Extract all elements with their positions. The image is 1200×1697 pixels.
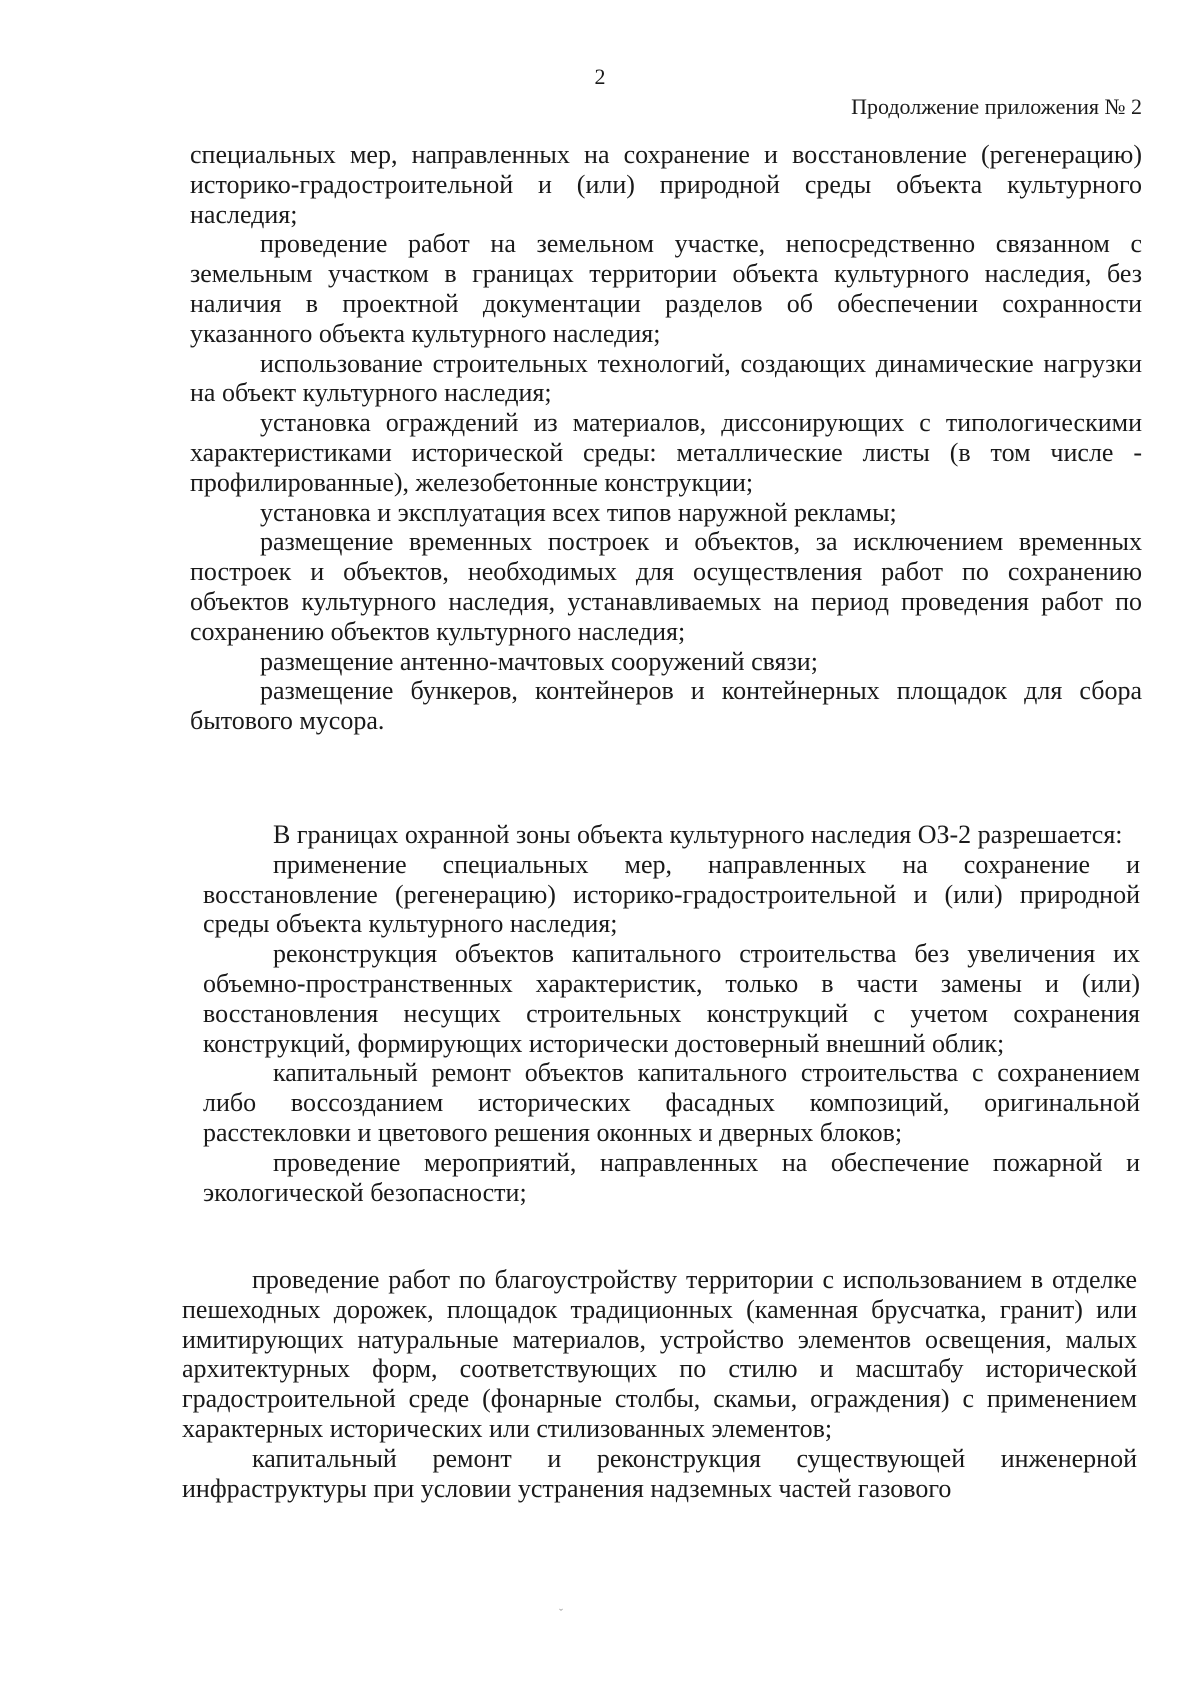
section-heading: В границах охранной зоны объекта культурного наследия ОЗ-2 разрешается: [273, 820, 1123, 849]
paragraph: проведение работ по благоустройству территории с использованием в отделке пешеходных дорожек, площадок традиционных (каменная брусчатка, гранит) или имитирующих натуральные материалов, устройство элементов освещения, малых архитектурных форм, соответствующих по стилю и масштабу исторической градостроительной среде (фонарные столбы, скамьи, ограждения) с применением характерных исторических или стилизованных элементов; [182, 1265, 1137, 1443]
paragraph: размещение бункеров, контейнеров и контейнерных площадок для сбора бытового мусора. [190, 676, 1142, 736]
paragraph: установка и эксплуатация всех типов наружной рекламы; [260, 497, 897, 527]
paragraph: размещение временных построек и объектов, за исключением временных построек и объектов, необходимых для осуществления работ по сохранению объектов культурного наследия, устанавливаемых на период проведения работ по сохранению объектов культурного наследия; [190, 527, 1142, 646]
paragraph: размещение антенно-мачтовых сооружений связи; [260, 646, 818, 676]
paragraph: реконструкция объектов капитального строительства без увеличения их объемно-пространственных характеристик, только в части замены и (или) восстановления несущих строительных конструкций с учетом сохранения конструкций, формирующих исторически достоверный внешний облик; [203, 939, 1140, 1058]
paragraph: установка ограждений из материалов, диссонирующих с типологическими характеристиками исторической среды: металлические листы (в том числе - профилированные), железобетонные конструкции; [190, 408, 1142, 497]
paragraph: специальных мер, направленных на сохранение и восстановление (регенерацию) историко-градостроительной и (или) природной среды объекта культурного наследия; [190, 140, 1142, 229]
continuation-note: Продолжение приложения № 2 [851, 94, 1142, 119]
permissions-list-continued [182, 1265, 1137, 1503]
paragraph: капитальный ремонт объектов капитального строительства с сохранением либо воссозданием исторических фасадных композиций, оригинальной расстекловки и цветового решения оконных и дверных блоков; [203, 1058, 1140, 1147]
paragraph: капитальный ремонт и реконструкция существующей инженерной инфраструктуры при условии устранения надземных частей газового [182, 1443, 1137, 1503]
paragraph: применение специальных мер, направленных на сохранение и восстановление (регенерацию) историко-градостроительной и (или) природной среды объекта культурного наследия; [203, 849, 1140, 939]
page-number: 2 [594, 64, 606, 89]
prohibitions-list [190, 140, 1142, 736]
paragraph: проведение работ на земельном участке, непосредственно связанном с земельным участком в границах территории объекта культурного наследия, без наличия в проектной документации разделов об обеспечении сохранности указанного объекта культурного наследия; [190, 229, 1142, 348]
paragraph: проведение мероприятий, направленных на обеспечение пожарной и экологической безопасности; [203, 1147, 1140, 1207]
permissions-list [203, 820, 1140, 1207]
scan-mark: ˇ [559, 1606, 563, 1620]
paragraph: использование строительных технологий, создающих динамические нагрузки на объект культурного наследия; [190, 348, 1142, 408]
